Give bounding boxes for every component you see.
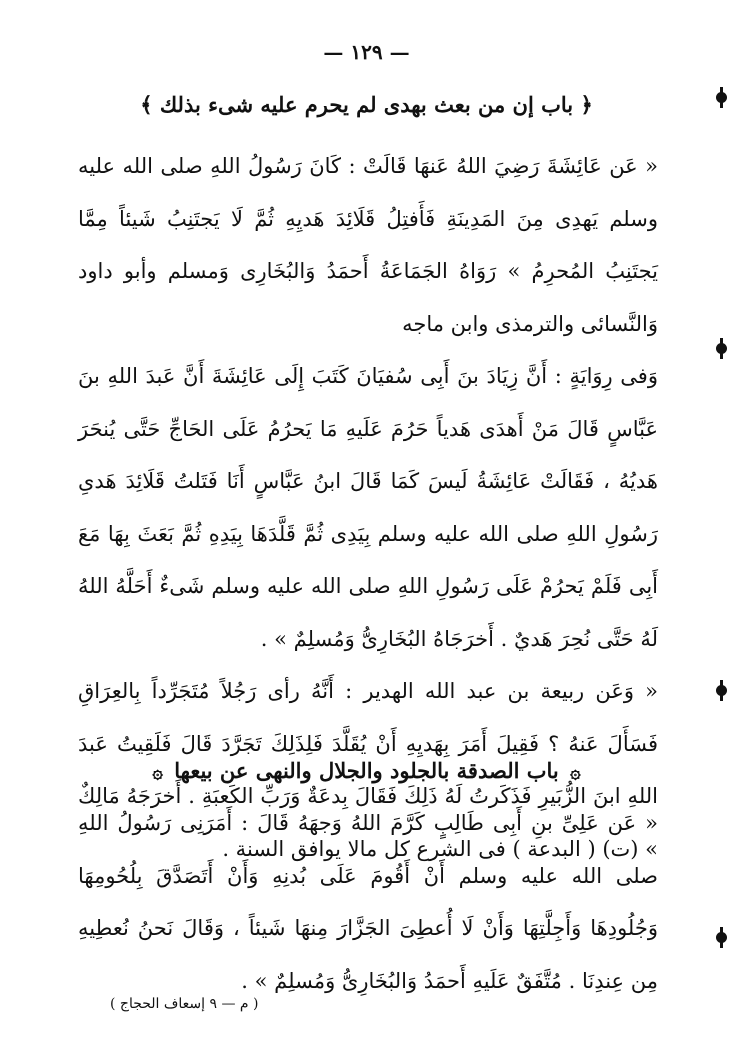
section-body-2 bbox=[78, 797, 658, 1007]
bracket-close: ﴾ bbox=[140, 92, 153, 117]
section-title-2: باب الصدقة بالجلود والجلال والنهى عن بيعها bbox=[174, 758, 559, 783]
footer-signature: ( م — ٩ إسعاف الحجاج ) bbox=[110, 996, 259, 1012]
margin-marker-icon bbox=[716, 685, 727, 696]
margin-marker-icon bbox=[716, 92, 727, 103]
paragraph: « عَن عَائِشَةَ رَضِيَ اللهُ عَنهَا قَالَتْ : كَانَ رَسُولُ اللهِ صلى الله عليه وسلم يَهدِى مِنَ المَدِينَةِ فَأَفتِلُ قَلَائِدَ هَديِهِ ثُمَّ لَا يَجتَنِبُ شَيئاً مِمَّا يَجتَنِبُ المُحرِمُ » رَوَاهُ الجَمَاعَةُ أَحمَدُ وَالبُخَارِى وَمسلم وأبو داود وَالنَّسائى والترمذى وابن ماجه bbox=[78, 154, 658, 336]
ornament-icon: ۞ bbox=[570, 762, 581, 783]
section-title-1: باب إن من بعث بهدى لم يحرم عليه شىء بذلك bbox=[159, 92, 574, 117]
ornament-icon: ۞ bbox=[152, 762, 163, 783]
section-heading-1 bbox=[0, 92, 733, 117]
section-heading-2 bbox=[0, 758, 733, 783]
margin-marker-icon bbox=[716, 343, 727, 354]
paragraph: وَفى رِوَايَةٍ : أَنَّ زِيَادَ بنَ أَبِى سُفيَانَ كَتَبَ إِلَى عَائِشَةَ أَنَّ عَبدَ اللهِ بنَ عَبَّاسٍ قَالَ مَنْ أَهدَى هَدياً حَرُمَ عَلَيهِ مَا يَحرُمُ عَلَى الحَاجِّ حَتَّى يُنحَرَ هَديُهُ ، فَقَالَتْ عَائِشَةُ لَيسَ كَمَا قَالَ ابنُ عَبَّاسٍ أَنَا فَتَلتُ قَلَائِدَ هَدىِ رَسُولِ اللهِ صلى الله عليه وسلم بِيَدِى ثُمَّ قَلَّدَهَا بِيَدِهِ ثُمَّ بَعَثَ بِهَا مَعَ أَبِى فَلَمْ يَحرُمْ عَلَى رَسُولِ اللهِ صلى الله عليه وسلم شَىءٌ أَحَلَّهُ اللهُ لَهُ حَتَّى نُحِرَ هَديٌ . أَخرَجَاهُ البُخَارِىُّ وَمُسلِمٌ » . bbox=[78, 364, 658, 651]
page-number: — ١٢٩ — bbox=[323, 40, 410, 64]
paragraph: « وَعَن ربيعة بن عبد الله الهدير : أَنَّهُ رأى رَجُلاً مُتَجَرِّداً بِالعِرَاقِ فَسَأَلَ عَنهُ ؟ فَقِيلَ أَمَرَ بِهَديِهِ أَنْ يُقَلَّدَ فَلِذَلِكَ تَجَرَّدَ قَالَ فَلَقِيتُ عَبدَ اللهِ ابنَ الزُّبَيرِ فَذَكَرتُ لَهُ ذَلِكَ فَقَالَ بِدعَةٌ وَرَبِّ الكَعبَةِ . أَخرَجَهُ مَالِكٌ » (ت) ( البدعة ) فى الشرع كل مالا يوافق السنة . bbox=[78, 679, 658, 861]
paragraph: « عَن عَلِىِّ بنِ أَبِى طَالِبٍ كَرَّمَ اللهُ وَجهَهُ قَالَ : أَمَرَنِى رَسُولُ اللهِ صلى الله عليه وسلم أَنْ أَقُومَ عَلَى بُدنِهِ وَأَنْ أَتَصَدَّقَ بِلُحُومِهَا وَجُلُودِهَا وَأَجِلَّتِهَا وَأَنْ لَا أُعطِىَ الجَزَّارَ مِنهَا شَيئاً ، وَقَالَ نَحنُ نُعطِيهِ مِن عِندِنَا . مُتَّفَقٌ عَلَيهِ أَحمَدُ وَالبُخَارِىُّ وَمُسلِمٌ » . bbox=[78, 811, 658, 993]
margin-marker-icon bbox=[716, 932, 727, 943]
bracket-open: ﴿ bbox=[580, 92, 593, 117]
